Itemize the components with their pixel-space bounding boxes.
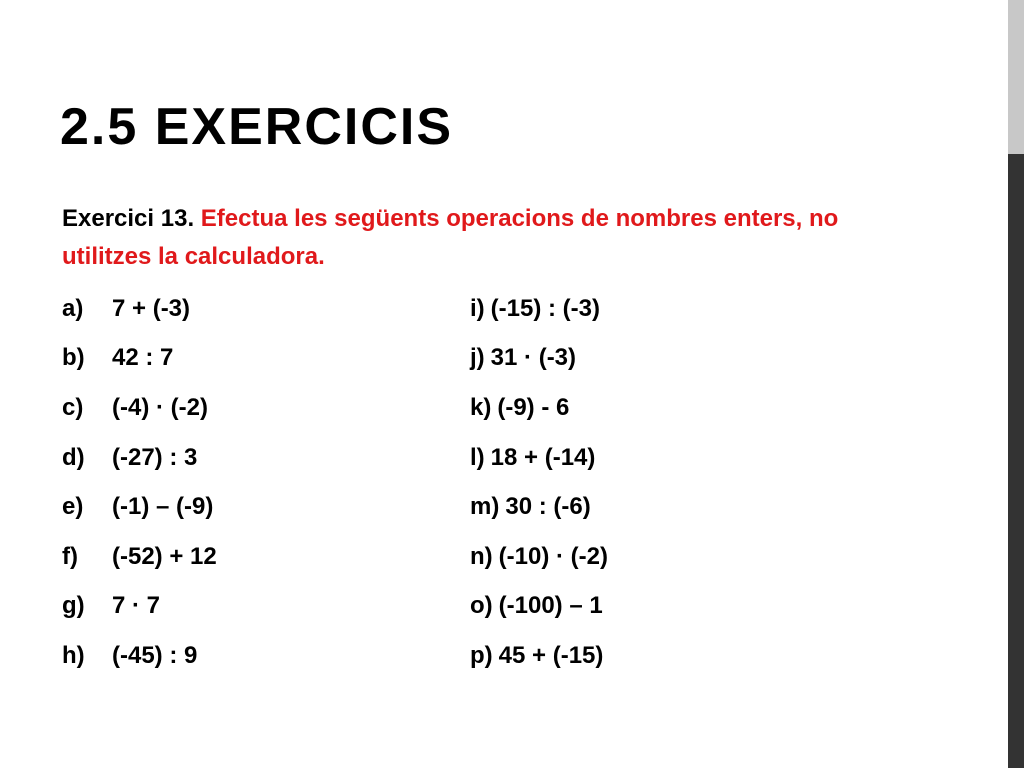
- exercise-letter: f): [62, 542, 78, 570]
- exercise-item: [62, 482, 217, 532]
- exercise-item: [62, 582, 217, 632]
- exercise-expression: 7 · 7: [112, 592, 161, 620]
- exercise-letter: i): [470, 294, 485, 322]
- exercise-letter: j): [470, 344, 485, 372]
- exercise-letter: c): [62, 393, 84, 421]
- exercise-expression: (-4) · (-2): [112, 393, 208, 421]
- exercise-expression: (-52) + 12: [112, 542, 217, 570]
- exercise-item: [470, 383, 608, 433]
- exercise-expression: (-45) : 9: [112, 641, 198, 669]
- exercise-letter: d): [62, 443, 85, 471]
- exercise-expression: (-15) : (-3): [490, 294, 600, 322]
- exercise-item: [470, 482, 608, 532]
- exercise-letter: o): [470, 592, 493, 620]
- slide-title: 2.5 EXERCICIS: [60, 98, 454, 156]
- exercise-letter: m): [470, 493, 500, 521]
- exercise-letter: n): [470, 542, 493, 570]
- exercise-letter: h): [62, 641, 85, 669]
- exercise-item: [62, 631, 217, 681]
- sidebar-decoration-dark: [1008, 154, 1024, 768]
- exercise-item: [470, 532, 608, 582]
- exercise-expression: (-10) · (-2): [498, 542, 608, 570]
- exercise-expression: 18 + (-14): [490, 443, 596, 471]
- exercise-expression: 30 : (-6): [505, 493, 591, 521]
- exercise-letter: k): [470, 393, 492, 421]
- exercise-instruction: [62, 200, 882, 276]
- exercise-expression: 31 · (-3): [490, 344, 577, 372]
- exercise-letter: a): [62, 294, 84, 322]
- exercise-item: [470, 433, 608, 483]
- exercise-item: [470, 631, 608, 681]
- exercise-statement: Efectua les següents operacions de nombres enters, no utilitzes la calculadora.: [62, 205, 839, 270]
- exercise-letter: l): [470, 443, 485, 471]
- exercise-item: [470, 582, 608, 632]
- exercise-expression: (-100) – 1: [498, 592, 603, 620]
- exercise-list-right: [470, 284, 608, 681]
- exercise-number: Exercici 13.: [62, 205, 195, 232]
- exercise-item: [470, 284, 608, 334]
- exercise-item: [62, 284, 217, 334]
- exercise-expression: (-1) – (-9): [112, 493, 214, 521]
- exercise-letter: e): [62, 493, 84, 521]
- exercise-letter: b): [62, 344, 85, 372]
- exercise-letter: g): [62, 592, 85, 620]
- exercise-expression: 45 + (-15): [498, 641, 604, 669]
- exercise-expression: 42 : 7: [112, 344, 174, 372]
- exercise-expression: (-9) - 6: [497, 393, 570, 421]
- exercise-letter: p): [470, 641, 493, 669]
- exercise-list-left: [62, 284, 217, 681]
- exercise-expression: 7 + (-3): [112, 294, 191, 322]
- exercise-item: [62, 383, 217, 433]
- exercise-item: [62, 334, 217, 384]
- exercise-item: [62, 532, 217, 582]
- exercise-item: [470, 334, 608, 384]
- exercise-expression: (-27) : 3: [112, 443, 198, 471]
- exercise-item: [62, 433, 217, 483]
